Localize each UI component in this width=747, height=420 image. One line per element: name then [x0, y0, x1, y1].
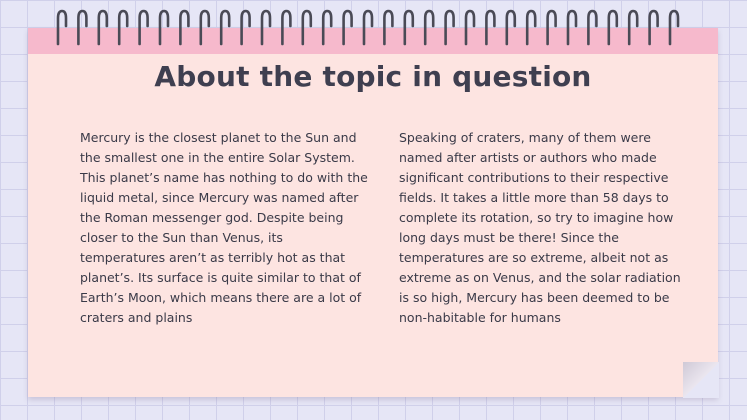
page-curl-corner [683, 362, 719, 398]
spiral-ring-icon [201, 11, 209, 44]
slide-title: About the topic in question [154, 60, 592, 93]
left-paragraph: Mercury is the closest planet to the Sun and the smallest one in the entire Solar System. This planet’s name has nothing to do with the liquid metal, since Mercury was named after the Roman messenger god. Despite being closer to the Sun than Venus, its temperatures aren’t as terribly hot as that planet’s. Its surface is quite similar to that of Earth’s Moon, which means there are a lot of craters and plains [80, 130, 368, 325]
spiral-ring-icon [568, 11, 576, 44]
spiral-ring-icon [629, 11, 637, 44]
spiral-ring-icon [446, 11, 454, 44]
spiral-ring-icon [119, 11, 127, 44]
spiral-ring-icon [384, 11, 392, 44]
spiral-ring-icon [160, 11, 168, 44]
spiral-ring-icon [58, 11, 66, 44]
spiral-ring-icon [507, 11, 515, 44]
spiral-binding-icon [56, 8, 686, 48]
spiral-ring-icon [588, 11, 596, 44]
spiral-ring-icon [140, 11, 148, 44]
spiral-ring-icon [262, 11, 270, 44]
spiral-ring-icon [303, 11, 311, 44]
spiral-ring-icon [78, 11, 86, 44]
spiral-ring-icon [364, 11, 372, 44]
spiral-ring-icon [527, 11, 535, 44]
spiral-ring-icon [486, 11, 494, 44]
spiral-ring-icon [466, 11, 474, 44]
spiral-ring-icon [323, 11, 331, 44]
spiral-ring-icon [425, 11, 433, 44]
spiral-ring-icon [670, 11, 678, 44]
spiral-ring-icon [242, 11, 250, 44]
spiral-ring-icon [548, 11, 556, 44]
spiral-ring-icon [180, 11, 188, 44]
spiral-ring-icon [609, 11, 617, 44]
spiral-ring-icon [221, 11, 229, 44]
spiral-ring-icon [650, 11, 658, 44]
spiral-ring-icon [405, 11, 413, 44]
spiral-ring-icon [99, 11, 107, 44]
spiral-ring-icon [282, 11, 290, 44]
spiral-ring-icon [344, 11, 352, 44]
right-paragraph: Speaking of craters, many of them were named after artists or authors who made significant contributions to their respective fields. It takes a little more than 58 days to complete its rotation, so try to imagine how long days must be there! Since the temperatures are so extreme, albeit not as extreme as on Venus, and the solar radiation is so high, Mercury has been deemed to be non-habitable for humans [399, 130, 681, 325]
